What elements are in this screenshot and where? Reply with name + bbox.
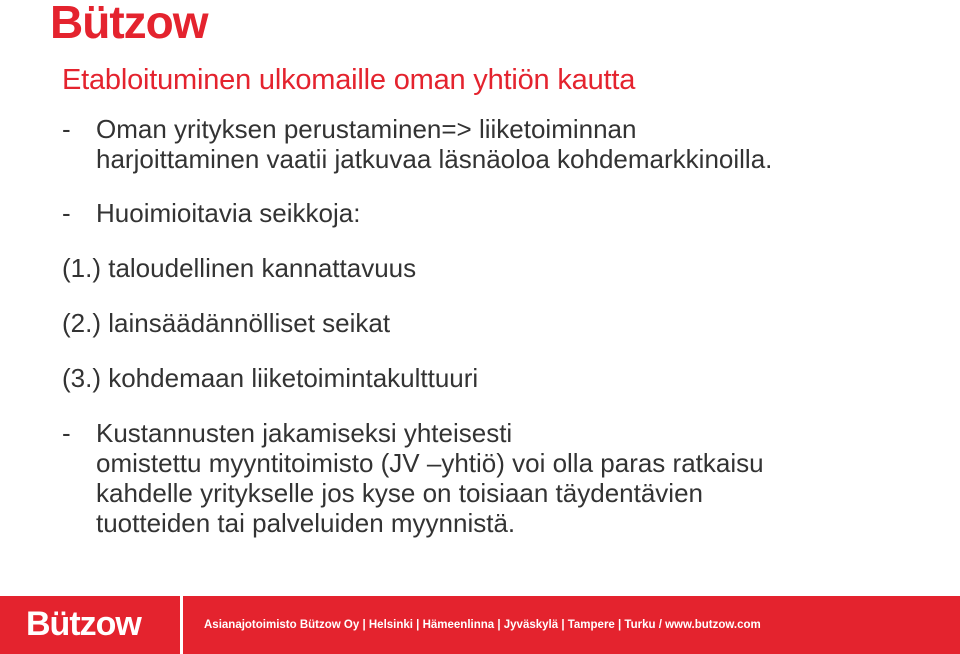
sub-item-legal: (2.) lainsäädännölliset seikat	[62, 308, 391, 338]
footer-logo: Bützow	[26, 605, 141, 643]
sub-item-culture: (3.) kohdemaan liiketoimintakulttuuri	[62, 363, 479, 393]
bullet-text-line: Huoimioitavia seikkoja:	[96, 198, 361, 228]
bullet-text-line: omistettu myyntitoimisto (JV –yhtiö) voi olla paras ratkaisu	[96, 448, 764, 478]
footer-divider	[180, 596, 183, 654]
bullet-considerations	[62, 198, 922, 228]
slide-content	[62, 114, 922, 538]
bullet-own-company	[62, 114, 922, 174]
bullet-joint-venture	[62, 418, 922, 538]
sub-item-economic: (1.) taloudellinen kannattavuus	[62, 253, 417, 283]
bullet-text-line: tuotteiden tai palveluiden myynnistä.	[96, 508, 516, 538]
bullet-text-line: Kustannusten jakamiseksi yhteisesti	[96, 418, 513, 448]
bullet-text-line: Oman yrityksen perustaminen=> liiketoiminnan	[96, 114, 637, 144]
brand-logo: Bützow	[50, 0, 208, 48]
bullet-text-line: kahdelle yritykselle jos kyse on toisiaan täydentävien	[96, 478, 704, 508]
bullet-dash: -	[62, 198, 71, 228]
footer-info-text: Asianajotoimisto Bützow Oy | Helsinki | Hämeenlinna | Jyväskylä | Tampere | Turku / www.butzow.com	[204, 619, 761, 631]
bullet-dash: -	[62, 418, 71, 448]
bullet-text-line: harjoittaminen vaatii jatkuvaa läsnäoloa kohdemarkkinoilla.	[96, 144, 773, 174]
slide-title: Etabloituminen ulkomaille oman yhtiön kautta	[62, 64, 636, 96]
footer-bar	[0, 596, 960, 654]
footer-logo-box	[0, 596, 178, 654]
bullet-dash: -	[62, 114, 71, 144]
